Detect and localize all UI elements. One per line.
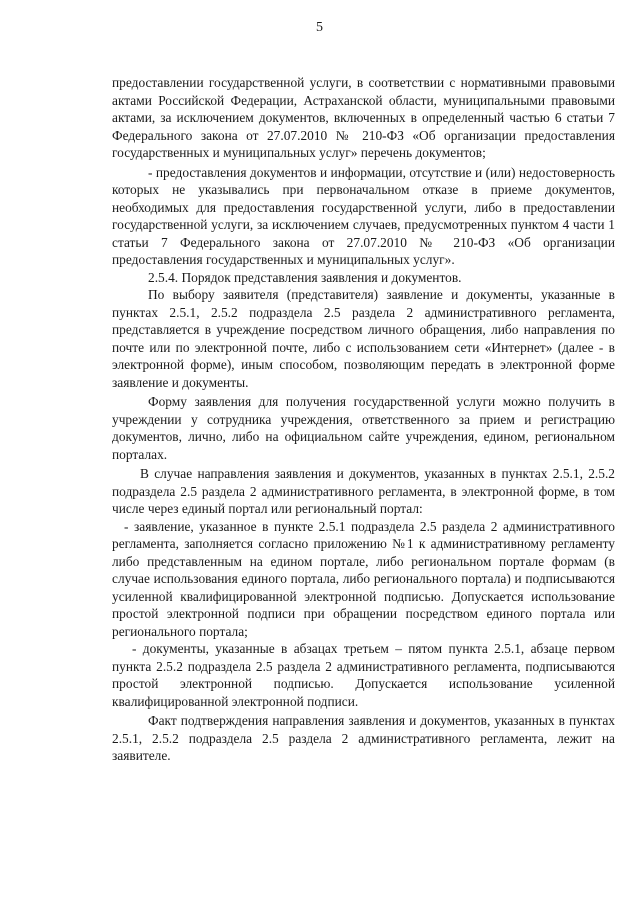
paragraph: В случае направления заявления и документов, указанных в пунктах 2.5.1, 2.5.2 подраздела 2.5 раздела 2 административного регламента, в электронной форме, в том числе через единый портал или региональный портал: [112, 466, 615, 516]
paragraph: Факт подтверждения направления заявления и документов, указанных в пунктах 2.5.1, 2.5.2 подраздела 2.5 раздела 2 административного регламента, лежит на заявителе. [112, 713, 615, 763]
paragraph-list-item: - заявление, указанное в пункте 2.5.1 подраздела 2.5 раздела 2 административного регламента, заполняется согласно приложению №1 к административному регламенту либо представленным на едином портале, либо региональном портале формам (в случае использования единого портала, либо регионального портала) и подписываются усиленной квалифицированной электронной подписью. Допускается использование простой электронной подписи при обращении посредством единого портала или регионального портала; [112, 518, 615, 639]
paragraph: Форму заявления для получения государственной услуги можно получить в учреждении у сотрудника учреждения, ответственного за прием и регистрацию документов, лично, либо на официальном сайте учреждения, едином, региональном порталах. [112, 394, 615, 462]
paragraph-continuation: предоставлении государственной услуги, в соответствии с нормативными правовыми актами Российской Федерации, Астраханской области, муниципальными правовыми актами, за исключением документов, включенных в определенный частью 6 статьи 7 Федерального закона от 27.07.2010 № 210-ФЗ «Об организации предоставления государственных и муниципальных услуг» перечень документов; [112, 75, 615, 160]
paragraph: По выбору заявителя (представителя) заявление и документы, указанные в пунктах 2.5.1, 2.5.2 подраздела 2.5 раздела 2 административного регламента, представляется в учреждение посредством личного обращения, либо направления по почте или по электронной почте, либо с использованием сети «Интернет» (далее - в электронной форме), иным способом, позволяющим передать в электронной форме заявление и документы. [112, 287, 615, 390]
document-body [112, 74, 615, 765]
paragraph-list-item: - документы, указанные в абзацах третьем – пятом пункта 2.5.1, абзаце первом пункта 2.5.2 подраздела 2.5 раздела 2 административного регламента, подписываются простой электронной подписью. Допускается использование усиленной квалифицированной электронной подписи. [112, 641, 615, 709]
paragraph-list-item: - предоставления документов и информации, отсутствие и (или) недостоверность которых не указывались при первоначальном отказе в приеме документов, необходимых для предоставления государственной услуги, либо в предоставлении государственной услуги, за исключением случаев, предусмотренных пунктом 4 части 1 статьи 7 Федерального закона от 27.07.2010 № 210-ФЗ «Об организации предоставления государственных и муниципальных услуг». [112, 164, 615, 267]
section-heading: 2.5.4. Порядок представления заявления и документов. [148, 269, 462, 285]
page-number: 5 [316, 20, 323, 35]
